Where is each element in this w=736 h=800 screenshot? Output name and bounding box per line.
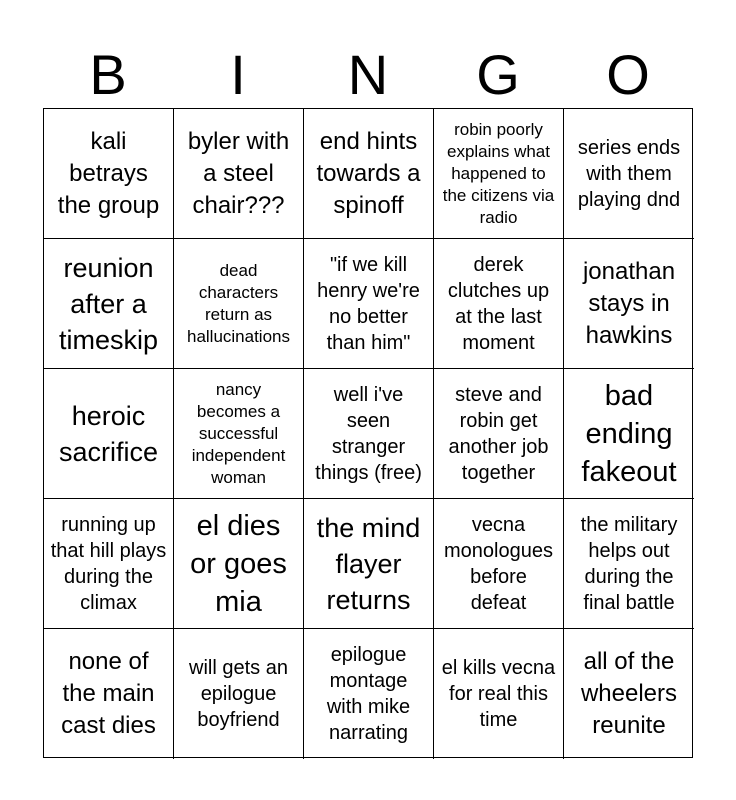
bingo-cell-text: the military helps out during the final battle	[580, 513, 678, 614]
bingo-cell-text: well i've seen stranger things (free)	[315, 383, 422, 484]
bingo-cell-text: nancy becomes a successful independent woman	[191, 379, 286, 487]
bingo-cell-text: derek clutches up at the last moment	[447, 253, 550, 354]
bingo-cell-text: the mind flayer returns	[316, 512, 421, 615]
bingo-cell-text: will gets an epilogue boyfriend	[189, 657, 288, 731]
header-letter-n: N	[347, 43, 389, 106]
bingo-board	[43, 108, 693, 758]
header-letter-o: O	[606, 43, 650, 106]
bingo-cell[interactable]	[304, 369, 434, 499]
bingo-cell-text: byler with a steel chair???	[187, 127, 290, 219]
bingo-cell[interactable]	[44, 239, 174, 369]
bingo-cell-text: end hints towards a spinoff	[316, 127, 421, 219]
bingo-cell[interactable]	[564, 109, 694, 239]
bingo-cell-text: bad ending fakeout	[581, 379, 677, 488]
bingo-cell[interactable]	[304, 239, 434, 369]
bingo-cell[interactable]	[564, 239, 694, 369]
header-letter-b: B	[89, 43, 127, 106]
bingo-header	[43, 42, 693, 108]
bingo-cell-text: epilogue montage with mike narrating	[326, 644, 411, 744]
bingo-cell-text: "if we kill henry we're no better than him"	[317, 253, 420, 354]
bingo-cell-text: reunion after a timeskip	[58, 252, 159, 355]
bingo-cell[interactable]	[304, 109, 434, 239]
bingo-cell[interactable]	[44, 629, 174, 759]
bingo-cell-text: vecna monologues before defeat	[444, 513, 553, 614]
bingo-cell-text: dead characters return as hallucinations	[186, 260, 290, 346]
bingo-cell-text: kali betrays the group	[57, 127, 160, 219]
bingo-cell-text: jonathan stays in hawkins	[582, 257, 676, 349]
bingo-cell[interactable]	[44, 109, 174, 239]
bingo-cell-text: none of the main cast dies	[61, 648, 156, 739]
bingo-cell[interactable]	[304, 499, 434, 629]
bingo-cell[interactable]	[434, 369, 564, 499]
bingo-cell[interactable]	[304, 629, 434, 759]
header-letter-i: I	[230, 43, 246, 106]
bingo-cell[interactable]	[564, 369, 694, 499]
bingo-cell-text: el kills vecna for real this time	[441, 657, 556, 731]
bingo-cell[interactable]	[44, 499, 174, 629]
bingo-cell[interactable]	[174, 239, 304, 369]
bingo-cell-text: heroic sacrifice	[58, 400, 159, 467]
bingo-cell[interactable]	[564, 629, 694, 759]
bingo-cell[interactable]	[44, 369, 174, 499]
bingo-cell[interactable]	[564, 499, 694, 629]
bingo-cell[interactable]	[174, 629, 304, 759]
bingo-cell-text: all of the wheelers reunite	[580, 648, 678, 739]
bingo-cell[interactable]	[434, 239, 564, 369]
bingo-cell[interactable]	[174, 369, 304, 499]
bingo-cell[interactable]	[434, 109, 564, 239]
bingo-cell[interactable]	[434, 629, 564, 759]
bingo-cell-text: robin poorly explains what happened to the citizens via radio	[442, 119, 555, 227]
bingo-cell-text: steve and robin get another job together	[448, 383, 549, 484]
bingo-cell-text: el dies or goes mia	[190, 509, 287, 618]
bingo-cell[interactable]	[174, 109, 304, 239]
bingo-cell[interactable]	[434, 499, 564, 629]
bingo-cell[interactable]	[174, 499, 304, 629]
bingo-cell-text: running up that hill plays during the climax	[50, 513, 167, 614]
header-letter-g: G	[476, 43, 520, 106]
bingo-cell-text: series ends with them playing dnd	[577, 136, 681, 211]
